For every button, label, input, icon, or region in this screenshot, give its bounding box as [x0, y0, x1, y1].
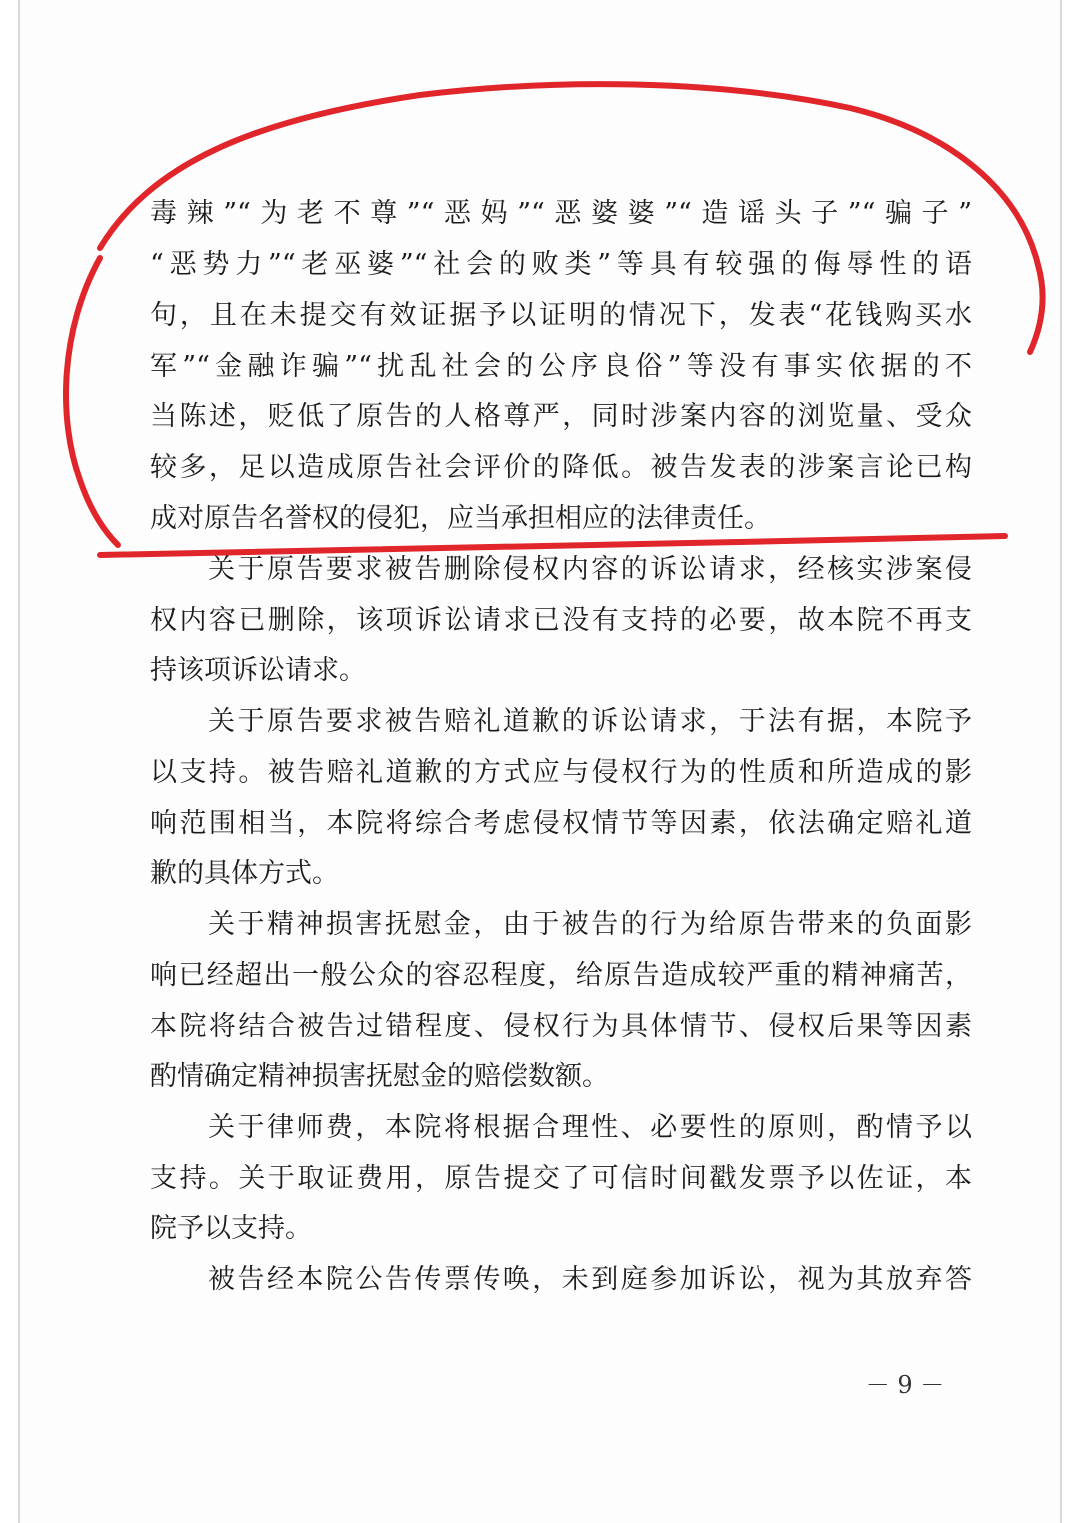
text-line: 关于律师费，本院将根据合理性、必要性的原则，酌情予以 — [208, 1112, 972, 1143]
text-line: 被告经本院公告传票传唤，未到庭参加诉讼，视为其放弃答 — [208, 1264, 972, 1295]
text-line: 权内容已删除，该项诉讼请求已没有支持的必要，故本院不再支 — [150, 605, 972, 636]
page-number: － 9 － — [865, 1371, 945, 1399]
text-line: 响已经超出一般公众的容忍程度，给原告造成较严重的精神痛苦， — [150, 960, 972, 991]
text-line: 持该项诉讼请求。 — [150, 655, 366, 686]
text-line: 本院将结合被告过错程度、侵权行为具体情节、侵权后果等因素 — [150, 1011, 972, 1042]
text-line: 关于原告要求被告赔礼道歉的诉讼请求，于法有据，本院予 — [208, 706, 972, 737]
text-line: 毒辣”“为老不尊”“恶妈”“恶婆婆”“造谣头子”“骗子” — [150, 198, 972, 229]
text-line: 关于精神损害抚慰金，由于被告的行为给原告带来的负面影 — [208, 909, 972, 940]
text-line: 院予以支持。 — [150, 1213, 312, 1244]
watermark — [770, 1488, 1070, 1518]
text-line: 军”“金融诈骗”“扰乱社会的公序良俗”等没有事实依据的不 — [150, 351, 972, 382]
text-line: 以支持。被告赔礼道歉的方式应与侵权行为的性质和所造成的影 — [150, 757, 972, 788]
text-line: 响范围相当，本院将综合考虑侵权情节等因素，依法确定赔礼道 — [150, 808, 972, 839]
text-line: 当陈述，贬低了原告的人格尊严，同时涉案内容的浏览量、受众 — [150, 401, 972, 432]
text-line: 句，且在未提交有效证据予以证明的情况下，发表“花钱购买水 — [150, 300, 972, 331]
text-line: “恶势力”“老巫婆”“社会的败类”等具有较强的侮辱性的语 — [150, 249, 972, 280]
text-line: 酌情确定精神损害抚慰金的赔偿数额。 — [150, 1061, 609, 1092]
text-line: 歉的具体方式。 — [150, 858, 339, 889]
text-line: 关于原告要求被告删除侵权内容的诉讼请求，经核实涉案侵 — [208, 554, 972, 585]
text-line: 较多，足以造成原告社会评价的降低。被告发表的涉案言论已构 — [150, 452, 972, 483]
text-line: 成对原告名誉权的侵犯，应当承担相应的法律责任。 — [150, 503, 771, 534]
text-line: 支持。关于取证费用，原告提交了可信时间戳发票予以佐证，本 — [150, 1163, 972, 1194]
